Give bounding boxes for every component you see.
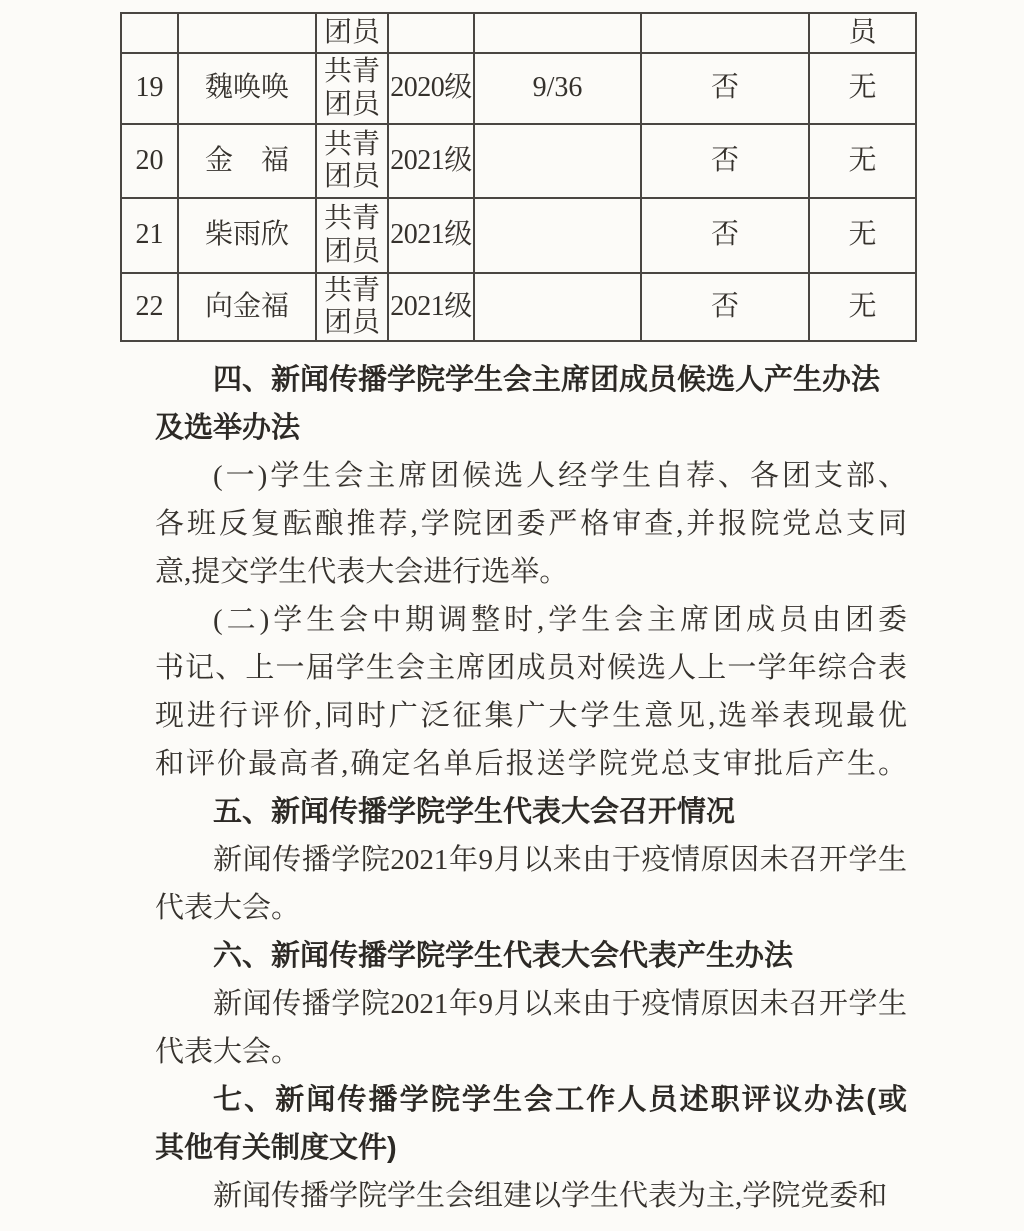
table-cell: 否 <box>641 273 809 341</box>
section-heading-6: 六、新闻传播学院学生代表大会代表产生办法 <box>213 940 794 972</box>
paragraph-line: 现进行评价,同时广泛征集广大学生意见,选举表现最优 <box>155 700 907 732</box>
table-cell: 无 <box>809 53 916 124</box>
table-cell <box>474 198 641 273</box>
paragraph-line: 新闻传播学院2021年9月以来由于疫情原因未召开学生 <box>213 844 907 876</box>
table-row <box>121 53 916 124</box>
table-cell: 共青团员 <box>316 198 388 273</box>
table-cell <box>474 13 641 53</box>
paragraph-line: 新闻传播学院2021年9月以来由于疫情原因未召开学生 <box>213 988 907 1020</box>
table-cell: 共青团员 <box>316 124 388 198</box>
table-row <box>121 198 916 273</box>
paragraph-line: 书记、上一届学生会主席团成员对候选人上一学年综合表 <box>155 652 907 684</box>
section-heading-4-cont: 及选举办法 <box>155 412 301 444</box>
table-cell: 共青团员 <box>316 53 388 124</box>
paragraph-line: 代表大会。 <box>155 892 301 924</box>
table-cell: 20 <box>121 124 178 198</box>
table-cell: 金 福 <box>178 124 316 198</box>
table-cell <box>474 124 641 198</box>
paragraph-line: (一)学生会主席团候选人经学生自荐、各团支部、 <box>213 460 907 492</box>
table-row <box>121 124 916 198</box>
table-cell: 员 <box>809 13 916 53</box>
table-cell: 无 <box>809 273 916 341</box>
table-cell: 共青团员 <box>316 273 388 341</box>
table-cell <box>641 13 809 53</box>
paragraph-line: 意,提交学生代表大会进行选举。 <box>155 556 569 588</box>
section-heading-5: 五、新闻传播学院学生代表大会召开情况 <box>213 796 736 828</box>
table-cell <box>388 13 474 53</box>
table-cell <box>178 13 316 53</box>
table-cell: 2021级 <box>388 273 474 341</box>
table-cell: 否 <box>641 53 809 124</box>
table-cell: 2020级 <box>388 53 474 124</box>
table-cell: 22 <box>121 273 178 341</box>
table-cell: 2021级 <box>388 124 474 198</box>
paragraph-line: 和评价最高者,确定名单后报送学院党总支审批后产生。 <box>155 748 907 780</box>
table-cell: 9/36 <box>474 53 641 124</box>
document-body <box>155 356 907 1220</box>
table-cell: 无 <box>809 124 916 198</box>
table-row <box>121 273 916 341</box>
table-cell: 无 <box>809 198 916 273</box>
table-cell: 21 <box>121 198 178 273</box>
table-cell: 向金福 <box>178 273 316 341</box>
paragraph-line: 代表大会。 <box>155 1036 301 1068</box>
student-roster-table <box>120 12 917 342</box>
paragraph-line: 各班反复酝酿推荐,学院团委严格审查,并报院党总支同 <box>155 508 907 540</box>
section-heading-4: 四、新闻传播学院学生会主席团成员候选人产生办法 <box>213 364 881 396</box>
table-row-partial <box>121 13 916 53</box>
table-cell: 柴雨欣 <box>178 198 316 273</box>
table-cell: 19 <box>121 53 178 124</box>
table-cell <box>474 273 641 341</box>
section-heading-7: 七、新闻传播学院学生会工作人员述职评议办法(或 <box>213 1084 907 1116</box>
section-heading-7-cont: 其他有关制度文件) <box>155 1132 397 1164</box>
table-cell: 否 <box>641 198 809 273</box>
table-cell: 团员 <box>316 13 388 53</box>
table-cell <box>121 13 178 53</box>
table-cell: 否 <box>641 124 809 198</box>
paragraph-line: (二)学生会中期调整时,学生会主席团成员由团委 <box>213 604 907 636</box>
paragraph-line: 新闻传播学院学生会组建以学生代表为主,学院党委和 <box>213 1180 888 1212</box>
table-cell: 2021级 <box>388 198 474 273</box>
table-cell: 魏唤唤 <box>178 53 316 124</box>
